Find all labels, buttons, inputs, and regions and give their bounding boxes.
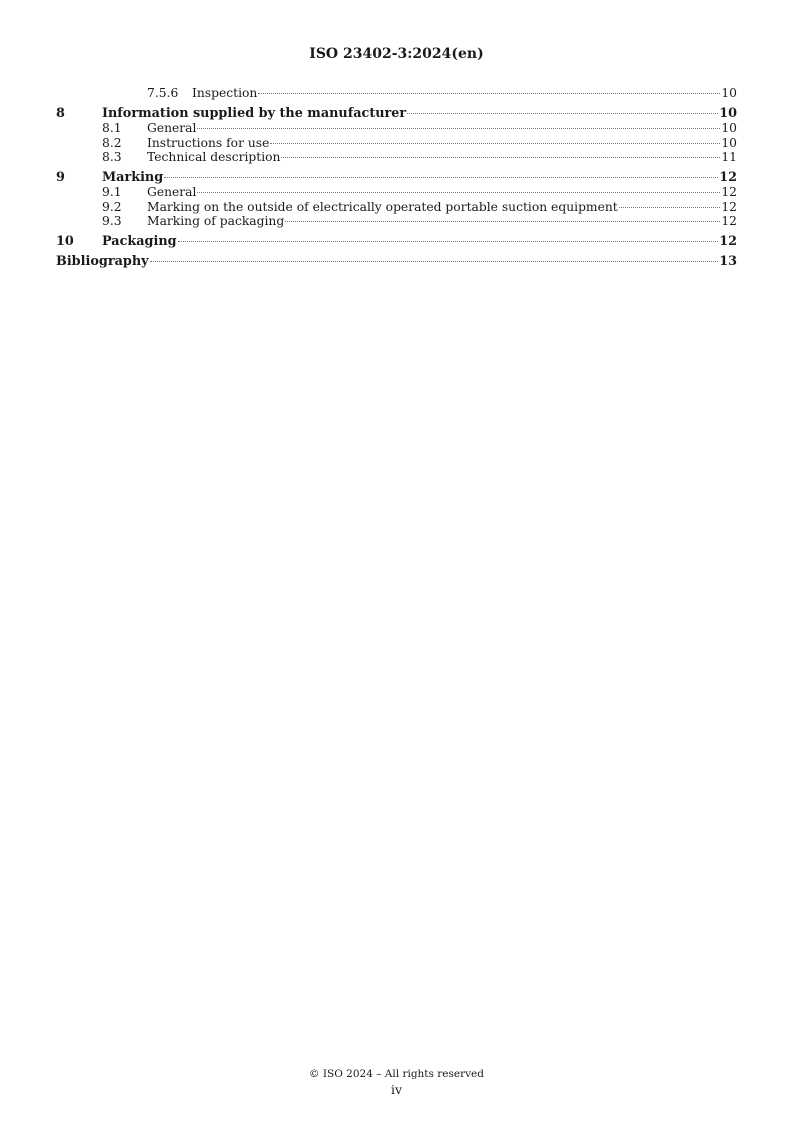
toc-entry-9[interactable] bbox=[56, 171, 737, 186]
toc-entry-number: 7.5.6 bbox=[147, 86, 179, 100]
toc-entry-number: 10 bbox=[56, 233, 74, 249]
document-header: ISO 23402-3:2024(en) bbox=[309, 46, 484, 62]
toc-entry-number: 9 bbox=[56, 169, 65, 185]
page-footer bbox=[0, 1067, 793, 1097]
dot-leader bbox=[407, 113, 718, 114]
toc-entry-title: Information supplied by the manufacturer bbox=[102, 105, 407, 121]
toc-entry-title: Technical description bbox=[147, 150, 281, 164]
toc-entry-number: 9.3 bbox=[102, 214, 122, 228]
toc-entry-title: Marking of packaging bbox=[147, 214, 285, 228]
toc-entry-page: 12 bbox=[721, 199, 737, 214]
toc-entry-title: Instructions for use bbox=[147, 135, 270, 150]
toc-entry-page: 10 bbox=[721, 121, 737, 135]
toc-entry-page: 12 bbox=[719, 169, 737, 185]
toc-entry-number: 9.1 bbox=[102, 185, 122, 199]
toc-entry-title: General bbox=[147, 121, 197, 135]
toc-entry-7-5-6[interactable] bbox=[56, 86, 737, 101]
toc-entry-page: 12 bbox=[719, 233, 737, 249]
toc-entry-page: 13 bbox=[719, 254, 737, 269]
toc-entry-9-3[interactable] bbox=[56, 214, 737, 229]
toc-entry-number: 8.2 bbox=[102, 135, 122, 150]
toc-entry-page: 11 bbox=[721, 150, 737, 164]
toc-entry-title: Inspection bbox=[192, 86, 258, 100]
dot-leader bbox=[619, 207, 721, 208]
copyright-notice: © ISO 2024 – All rights reserved bbox=[309, 1068, 484, 1080]
toc-entry-8-2[interactable] bbox=[56, 136, 737, 151]
toc-entry-page: 10 bbox=[721, 135, 737, 150]
toc-entry-page: 10 bbox=[721, 86, 737, 100]
dot-leader bbox=[270, 143, 720, 144]
toc-entry-9-2[interactable] bbox=[56, 200, 737, 215]
toc-entry-title: Bibliography bbox=[56, 254, 149, 269]
dot-leader bbox=[258, 93, 720, 94]
toc-entry-number: 8.3 bbox=[102, 150, 122, 164]
dot-leader bbox=[197, 128, 720, 129]
dot-leader bbox=[281, 157, 720, 158]
toc-entry-title: Packaging bbox=[102, 233, 177, 249]
dot-leader bbox=[178, 241, 719, 242]
toc-entry-title: Marking bbox=[102, 169, 164, 185]
dot-leader bbox=[285, 221, 720, 222]
toc-entry-9-1[interactable] bbox=[56, 185, 737, 200]
page-number: iv bbox=[390, 1082, 403, 1097]
toc-entry-number: 8.1 bbox=[102, 121, 122, 135]
toc-entry-10[interactable] bbox=[56, 235, 737, 250]
toc-entry-8[interactable] bbox=[56, 107, 737, 122]
toc-entry-page: 10 bbox=[719, 105, 737, 121]
toc-entry-page: 12 bbox=[721, 214, 737, 228]
toc-entry-bibliography[interactable] bbox=[56, 255, 737, 270]
toc-entry-number: 9.2 bbox=[102, 199, 122, 214]
toc-entry-title: Marking on the outside of electrically operated portable suction equipment bbox=[147, 199, 618, 214]
table-of-contents bbox=[56, 86, 737, 270]
toc-entry-8-1[interactable] bbox=[56, 121, 737, 136]
toc-entry-8-3[interactable] bbox=[56, 150, 737, 165]
toc-entry-page: 12 bbox=[721, 185, 737, 199]
toc-entry-number: 8 bbox=[56, 105, 65, 121]
dot-leader bbox=[197, 192, 720, 193]
dot-leader bbox=[164, 177, 718, 178]
dot-leader bbox=[150, 261, 719, 262]
toc-entry-title: General bbox=[147, 185, 197, 199]
